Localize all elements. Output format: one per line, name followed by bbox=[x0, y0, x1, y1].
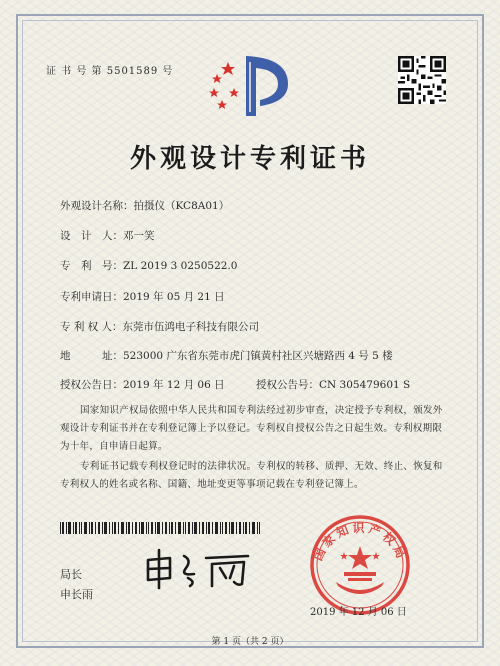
seal-text: 国家知识产权局 bbox=[310, 521, 410, 563]
cnipa-emblem-logo bbox=[198, 48, 308, 120]
filing-date-row bbox=[60, 289, 225, 304]
designer-label: 设 计 人： bbox=[60, 230, 123, 242]
certificate-title: 外观设计专利证书 bbox=[129, 144, 370, 174]
grant-date-value: 2019 年 12 月 06 日 bbox=[123, 379, 225, 391]
filing-date-value: 2019 年 05 月 21 日 bbox=[123, 291, 225, 303]
grant-date-label: 授权公告日： bbox=[60, 379, 123, 391]
address-label: 地 址： bbox=[60, 350, 123, 362]
grant-date-row bbox=[60, 377, 225, 392]
patent-number-row bbox=[60, 258, 237, 273]
design-name-row bbox=[60, 198, 229, 213]
barcode-icon bbox=[60, 522, 260, 534]
address-row bbox=[60, 348, 393, 363]
filing-date-label: 专利申请日： bbox=[60, 291, 123, 303]
seal-date: 2019 年 12 月 06 日 bbox=[310, 607, 407, 618]
director-title: 局长 bbox=[60, 568, 82, 581]
grant-number-row bbox=[256, 377, 410, 392]
qr-code-icon bbox=[398, 56, 446, 104]
patentee-value: 东莞市伍鸿电子科技有限公司 bbox=[122, 321, 260, 333]
legal-status-paragraph: 专利证书记载专利权登记时的法律状况。专利权的转移、质押、无效、终止、恢复和专利权人的姓名或名称、国籍、地址变更等事项记载在专利登记簿上。 bbox=[60, 461, 443, 490]
designer-value: 邓一笑 bbox=[123, 230, 155, 242]
grant-statement-paragraph: 国家知识产权局依照中华人民共和国专利法经过初步审查，决定授予专利权，颁发外观设计专利证书并在专利登记簿上予以登记。专利权自授权公告之日起生效。专利权期限为十年，自申请日起算。 bbox=[60, 405, 443, 452]
design-name-value: 拍摄仪（KC8A01） bbox=[133, 200, 230, 212]
patent-number-label: 专 利 号： bbox=[60, 260, 123, 272]
director-name: 申长雨 bbox=[60, 588, 93, 601]
patentee-label: 专 利 权 人： bbox=[60, 321, 123, 333]
address-value: 523000 广东省东莞市虎门镇黄村社区兴塘路西 4 号 5 楼 bbox=[123, 350, 393, 362]
grant-number-value: CN 305479601 S bbox=[319, 379, 411, 391]
grant-number-label: 授权公告号： bbox=[256, 379, 319, 391]
director-signature bbox=[140, 548, 260, 590]
page-number: 第 1 页（共 2 页） bbox=[211, 637, 289, 647]
design-name-label: 外观设计名称： bbox=[60, 200, 134, 212]
patentee-row bbox=[60, 319, 259, 334]
certificate-number: 证 书 号 第 5501589 号 bbox=[46, 66, 174, 77]
designer-row bbox=[60, 228, 155, 243]
patent-number-value: ZL 2019 3 0250522.0 bbox=[123, 260, 238, 272]
